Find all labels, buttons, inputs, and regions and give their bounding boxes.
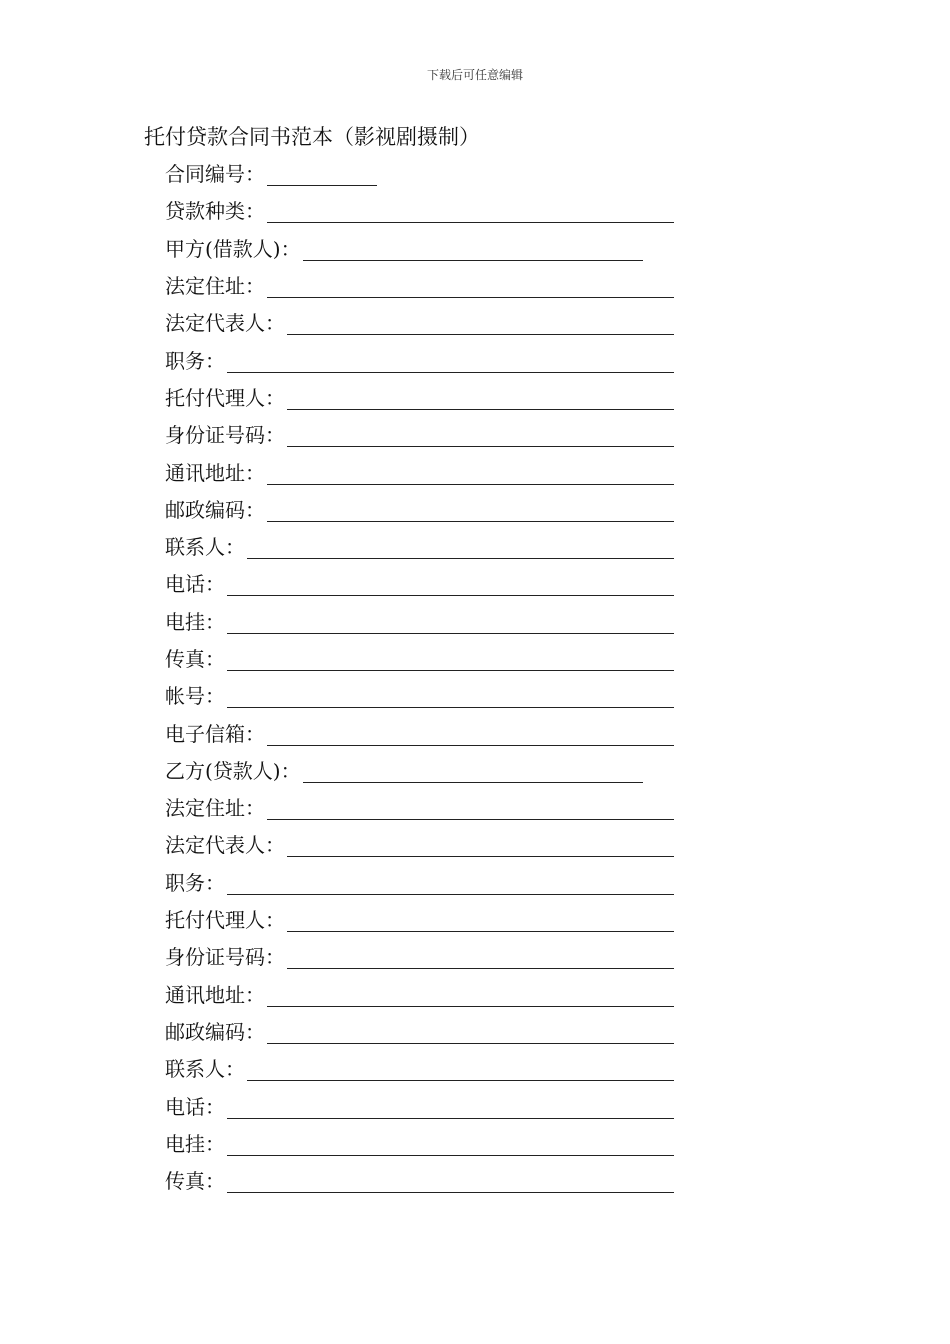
field-label: 电挂： <box>165 1131 225 1156</box>
form-field-row <box>165 788 685 825</box>
form-field-row <box>165 340 685 377</box>
field-label: 托付代理人： <box>165 385 285 410</box>
document-title: 托付贷款合同书范本（影视剧摄制） <box>144 125 480 149</box>
field-blank-line[interactable] <box>267 797 674 820</box>
form-field-row <box>165 266 685 303</box>
field-blank-line[interactable] <box>267 499 674 522</box>
field-blank-line[interactable] <box>287 312 674 335</box>
form-field-row <box>165 527 685 564</box>
form-field-row <box>165 1049 685 1086</box>
field-label: 法定代表人： <box>165 311 285 336</box>
field-label: 邮政编码： <box>165 497 265 522</box>
form-field-row <box>165 900 685 937</box>
field-blank-line[interactable] <box>227 685 674 708</box>
form-field-row <box>165 751 685 788</box>
field-blank-line[interactable] <box>227 1133 674 1156</box>
field-blank-line[interactable] <box>267 462 674 485</box>
field-label: 职务： <box>165 348 225 373</box>
field-blank-line[interactable] <box>267 1021 674 1044</box>
field-label: 职务： <box>165 870 225 895</box>
field-label: 贷款种类： <box>165 199 265 224</box>
field-blank-line[interactable] <box>227 350 674 373</box>
field-blank-line[interactable] <box>227 1170 674 1193</box>
field-blank-line[interactable] <box>267 275 674 298</box>
form-field-row <box>165 1124 685 1161</box>
field-blank-line[interactable] <box>287 946 674 969</box>
form-field-row <box>165 639 685 676</box>
form-field-row <box>165 154 685 191</box>
field-label: 帐号： <box>165 684 225 709</box>
field-label: 联系人： <box>165 1057 245 1082</box>
form-field-row <box>165 825 685 862</box>
form-field-row <box>165 452 685 489</box>
form-field-row <box>165 229 685 266</box>
form-field-row <box>165 863 685 900</box>
field-blank-line[interactable] <box>267 723 674 746</box>
field-label: 法定住址： <box>165 796 265 821</box>
field-label: 通讯地址： <box>165 460 265 485</box>
field-blank-line[interactable] <box>247 1058 674 1081</box>
form-field-row <box>165 676 685 713</box>
field-label: 身份证号码： <box>165 423 285 448</box>
field-blank-line[interactable] <box>227 611 674 634</box>
field-blank-line[interactable] <box>303 760 643 783</box>
field-label: 身份证号码： <box>165 945 285 970</box>
field-blank-line[interactable] <box>287 387 674 410</box>
field-label: 通讯地址： <box>165 982 265 1007</box>
header-note: 下载后可任意编辑 <box>426 68 523 82</box>
form-field-row <box>165 1012 685 1049</box>
field-blank-line[interactable] <box>247 536 674 559</box>
field-blank-line[interactable] <box>267 200 674 223</box>
field-label: 电话： <box>165 572 225 597</box>
form-field-row <box>165 713 685 750</box>
field-label: 托付代理人： <box>165 908 285 933</box>
field-blank-line[interactable] <box>267 163 377 186</box>
field-blank-line[interactable] <box>287 834 674 857</box>
field-blank-line[interactable] <box>267 984 674 1007</box>
form-field-row <box>165 490 685 527</box>
field-label: 传真： <box>165 1169 225 1194</box>
field-label: 合同编号： <box>165 162 265 187</box>
form-field-row <box>165 1161 685 1198</box>
field-label: 法定住址： <box>165 274 265 299</box>
form-field-row <box>165 191 685 228</box>
field-label: 联系人： <box>165 535 245 560</box>
field-blank-line[interactable] <box>227 573 674 596</box>
form-field-row <box>165 564 685 601</box>
field-label: 传真： <box>165 647 225 671</box>
form-field-row <box>165 378 685 415</box>
field-label: 甲方(借款人)： <box>165 236 301 261</box>
field-blank-line[interactable] <box>227 1096 674 1119</box>
field-label: 电挂： <box>165 609 225 634</box>
field-blank-line[interactable] <box>303 238 643 261</box>
field-blank-line[interactable] <box>287 424 674 447</box>
field-blank-line[interactable] <box>287 909 674 932</box>
form-field-row <box>165 1086 685 1123</box>
field-label: 电子信箱： <box>165 721 265 746</box>
form-fields-list <box>165 154 685 1198</box>
form-field-row <box>165 975 685 1012</box>
form-field-row <box>165 602 685 639</box>
form-field-row <box>165 303 685 340</box>
field-label: 邮政编码： <box>165 1019 265 1044</box>
form-field-row <box>165 937 685 974</box>
field-label: 电话： <box>165 1094 225 1119</box>
form-field-row <box>165 415 685 452</box>
field-blank-line[interactable] <box>227 648 674 671</box>
field-label: 法定代表人： <box>165 833 285 858</box>
field-blank-line[interactable] <box>227 872 674 895</box>
field-label: 乙方(贷款人)： <box>165 758 301 783</box>
